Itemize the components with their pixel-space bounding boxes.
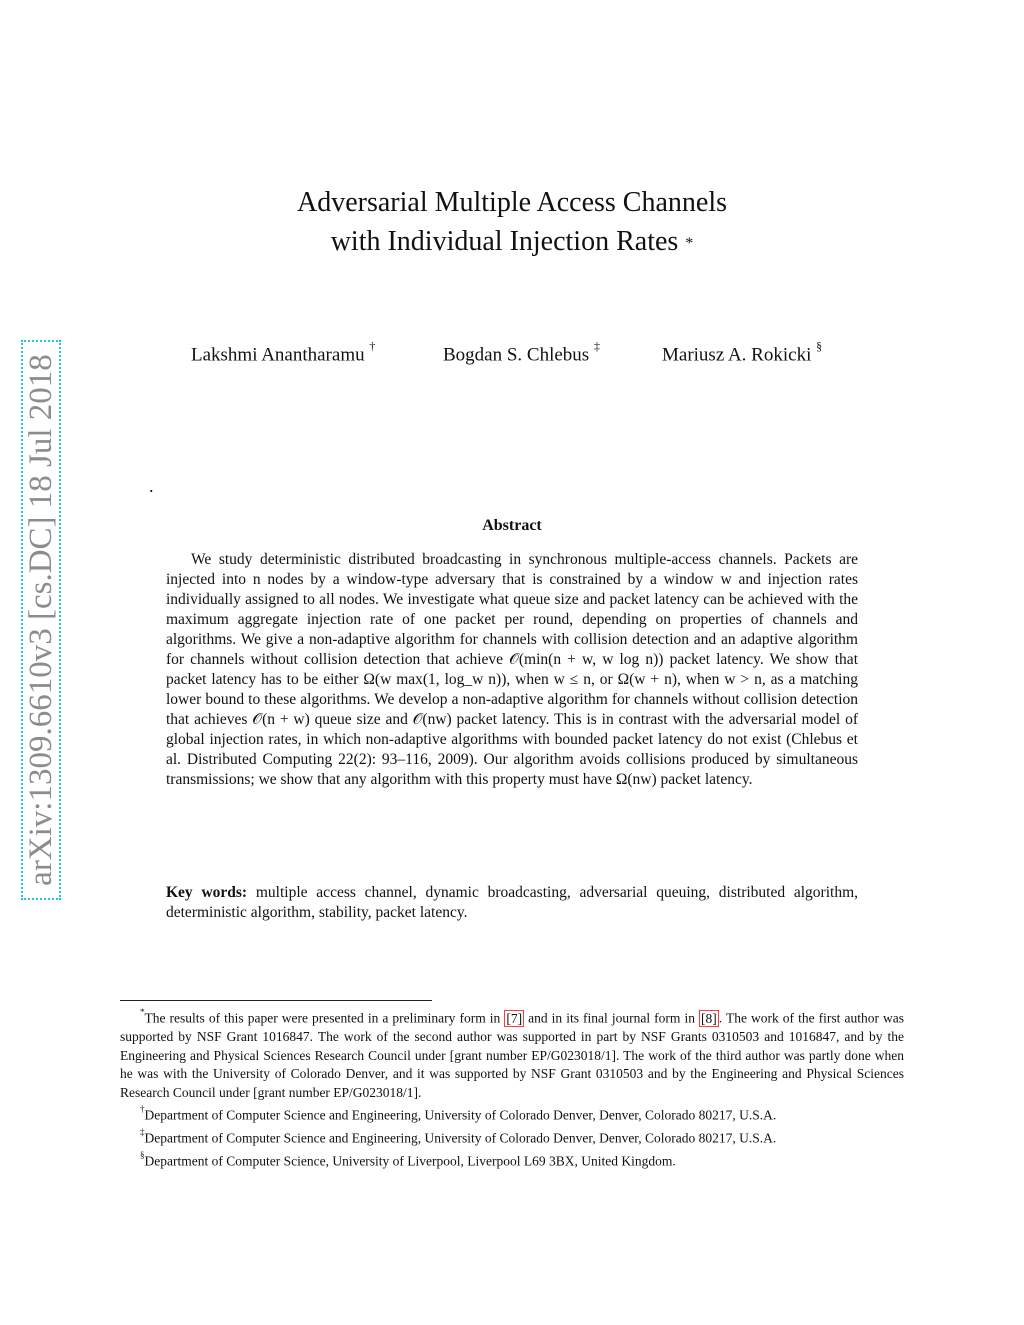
footnote-dagger (120, 1102, 904, 1125)
abstract-body (166, 550, 858, 790)
title-line-2 (0, 222, 1024, 261)
author-footnote-mark[interactable]: † (369, 339, 376, 353)
keywords (166, 883, 858, 923)
keywords-label: Key words: (166, 884, 248, 901)
title-line-1: Adversarial Multiple Access Channels (296, 187, 727, 218)
footnote-text: Department of Computer Science and Engineering, University of Colorado Denver, Denver, Colorado 80217, U.S.A. (144, 1130, 777, 1146)
author-name: Bogdan S. Chlebus (443, 344, 590, 366)
author-footnote-mark[interactable]: § (816, 339, 823, 353)
footnote-star (120, 1005, 904, 1102)
footnote-section (120, 1148, 904, 1171)
abstract-paragraph: We study deterministic distributed broadcasting in synchronous multiple-access channels. Packets are injected into n nodes by a window-type adversary that is constrained by a window w and injection rates individually assigned to all nodes. We investigate what queue size and packet latency can be achieved with the maximum aggregate injection rate of one packet per round, depending on properties of channels and algorithms. We give a non-adaptive algorithm for channels with collision detection and an adaptive algorithm for channels without collision detection that achieve 𝒪(min(n + w, w log n)) packet latency. We show that packet latency has to be either Ω(w max(1, log_w n)), when w ≤ n, or Ω(w + n), when w > n, as a matching lower bound to these algorithms. We develop a non-adaptive algorithm for channels without collision detection that achieves 𝒪(n + w) queue size and 𝒪(nw) packet latency. This is in contrast with the adversarial model of global injection rates, in which non-adaptive algorithms with bounded packet latency do not exist (Chlebus et al. Distributed Computing 22(2): 93–116, 2009). Our algorithm avoids collisions produced by simultaneous transmissions; we show that any algorithm with this property must have Ω(nw) packet latency. (166, 551, 858, 788)
author-rokicki (662, 339, 823, 366)
reference-link-8[interactable]: [8] (701, 1010, 717, 1026)
footnote-text: Department of Computer Science, University of Liverpool, Liverpool L69 3BX, United Kingdom. (144, 1153, 676, 1169)
keywords-text: multiple access channel, dynamic broadcasting, adversarial queuing, distributed algorithm, deterministic algorithm, stability, packet latency. (166, 884, 859, 921)
title-line-2-text: with Individual Injection Rates (330, 226, 679, 257)
author-footnote-mark[interactable]: ‡ (593, 339, 600, 353)
footnote-ddagger (120, 1125, 904, 1148)
paper-title (0, 183, 1024, 261)
footnote-mark: † (140, 1104, 145, 1114)
author-chlebus (443, 339, 600, 366)
abstract-heading: Abstract (482, 517, 542, 534)
footnote-text: . The work of the first author was supported by NSF Grant 1016847. The work of the second author was supported in part by NSF Grants 0310503 and 1016847, and by the Engineering and Physical Sciences Research Council under [grant number EP/G023018/1]. The work of the third author was partly done when he was with the University of Colorado Denver, and it was supported by NSF Grant 0310503 and by the Engineering and Physical Sciences Research Council under [grant number EP/G023018/1]. (120, 1010, 904, 1100)
author-name: Lakshmi Anantharamu (191, 344, 365, 366)
title-footnote-mark[interactable]: * (685, 235, 694, 252)
footnote-rule (120, 1000, 432, 1001)
footnote-mark: § (140, 1150, 145, 1160)
footnote-mark: * (140, 1007, 145, 1017)
arxiv-stamp-text: arXiv:1309.6610v3 [cs.DC] 18 Jul 2018 (21, 340, 61, 900)
author-name: Mariusz A. Rokicki (662, 344, 812, 366)
stray-dot: . (149, 476, 154, 496)
author-anantharamu (191, 339, 376, 366)
footnote-mark: ‡ (140, 1127, 145, 1137)
footnote-text: The results of this paper were presented in a preliminary form in (144, 1010, 505, 1026)
footnotes (120, 1005, 904, 1171)
footnote-text: and in its final journal form in (524, 1010, 700, 1026)
arxiv-stamp (19, 338, 63, 902)
reference-link-7[interactable]: [7] (506, 1010, 523, 1026)
footnote-text: Department of Computer Science and Engineering, University of Colorado Denver, Denver, Colorado 80217, U.S.A. (144, 1107, 777, 1123)
